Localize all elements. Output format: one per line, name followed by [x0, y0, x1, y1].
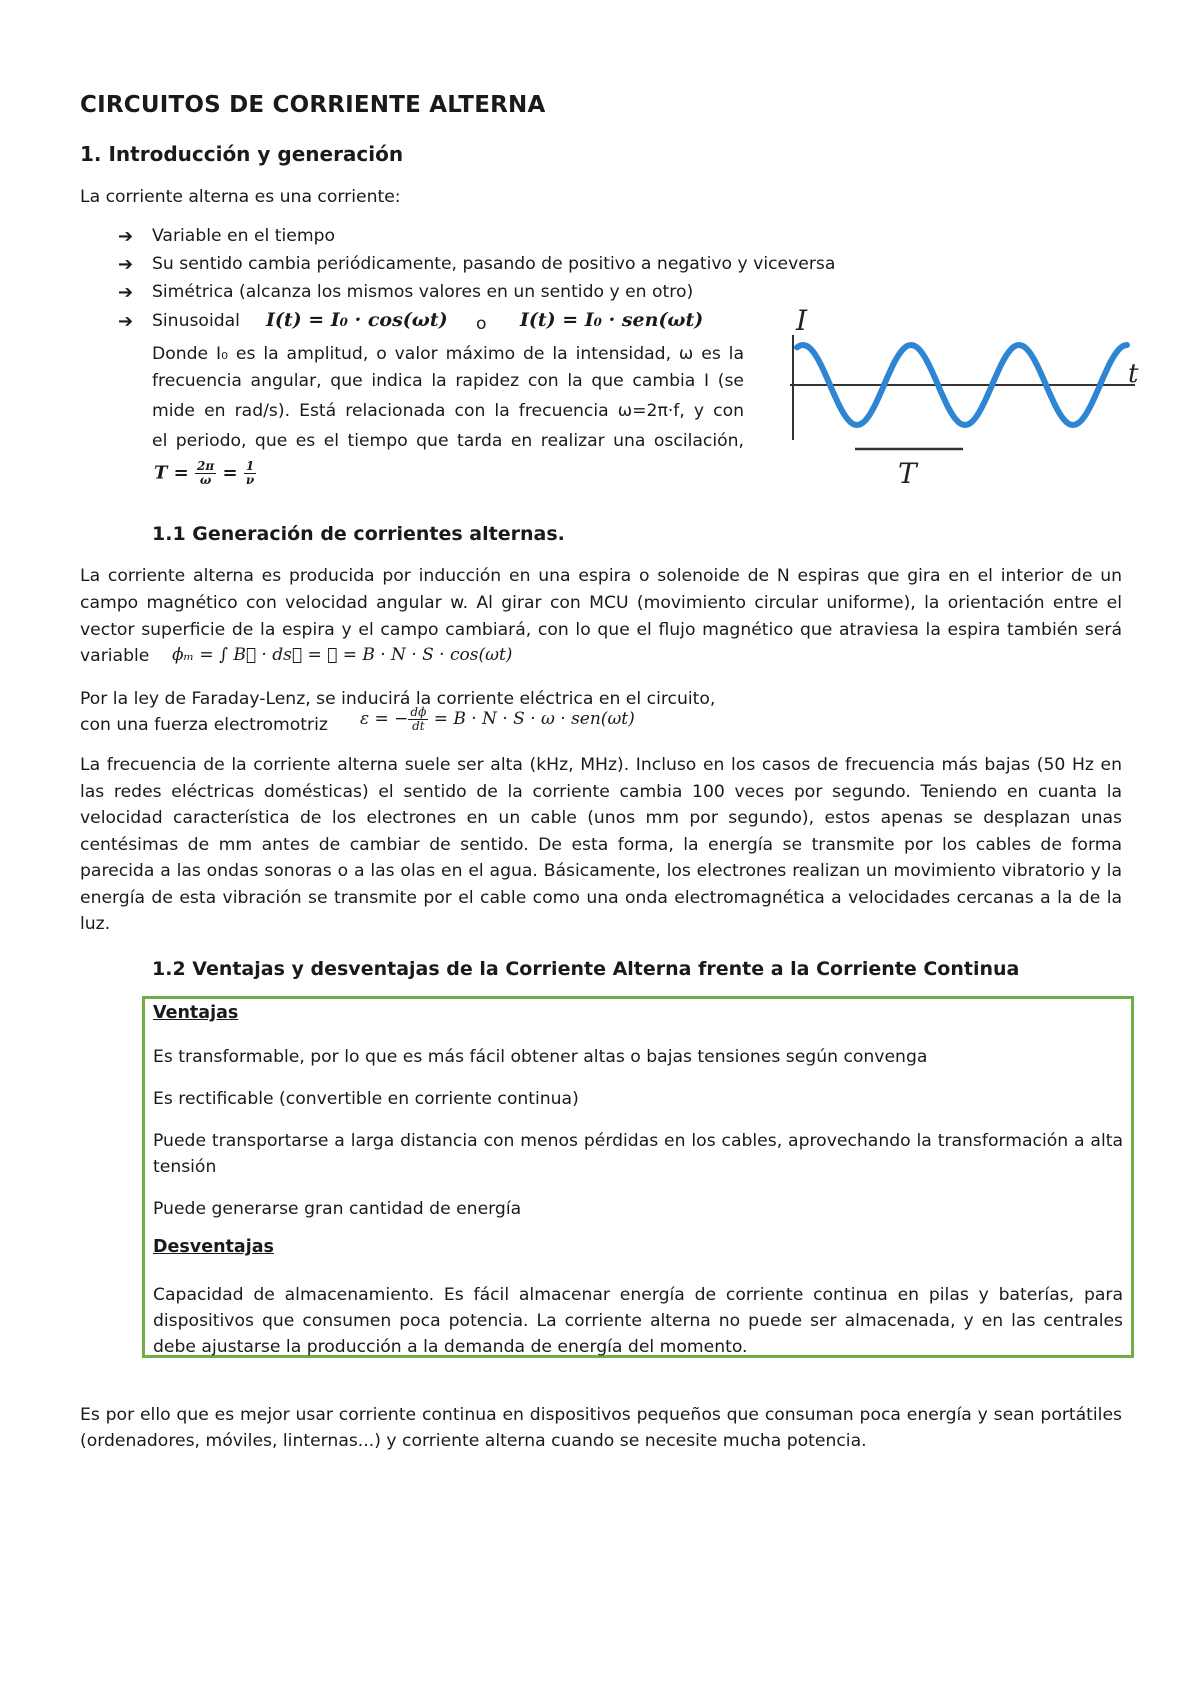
arrow-right-icon: ➔	[118, 282, 134, 303]
section-1-intro: La corriente alterna es una corriente:	[80, 187, 401, 207]
equation-flux: ϕₘ = ∫ B⃗ · ds⃗ = ⋯ = B · N · S · cos(ωt)	[172, 645, 513, 665]
sine-wave-graph	[760, 300, 1150, 490]
paragraph-line: vector superficie de la espira y el campo cambiará, con lo que el flujo magnético que atraviesa la espira también será	[80, 620, 1122, 640]
conclusion-paragraph: Es por ello que es mejor usar corriente continua en dispositivos pequeños que consuman poca energía y sean portátiles (ordenadores, móviles, linternas...) y corriente alterna cuando se necesite mucha potencia.	[80, 1405, 1122, 1451]
frequency-paragraph: La frecuencia de la corriente alterna suele ser alta (kHz, MHz). Incluso en los casos de frecuencia más bajas (50 Hz en las redes eléctricas domésticas) el sentido de la corriente cambia 100 veces por segundo. Teniendo en cuanta la velocidad característica de los electrones en un cable (unos mm por segundo), estos apenas se desplazan unas centésimas de mm antes de cambiar de sentido. De esta forma, la energía se transmite por los cables de forma parecida a las ondas sonoras o a las olas en el agua. Básicamente, los electrones realizan un movimiento vibratorio y la energía de esta vibración se transmite por el cable como una onda electromagnética a velocidades cercanas a la de la luz.	[80, 755, 1122, 934]
arrow-right-icon: ➔	[118, 311, 134, 332]
page-title: CIRCUITOS DE CORRIENTE ALTERNA	[80, 92, 546, 118]
faraday-line: Por la ley de Faraday-Lenz, se inducirá la corriente eléctrica en el circuito,	[80, 689, 716, 709]
paragraph-line: La corriente alterna es producida por inducción en una espira o solenoide de N espiras que gira en el interior de un	[80, 566, 1122, 586]
period-equals: =	[222, 462, 238, 484]
emf-num: dϕ	[410, 705, 427, 719]
emf-lhs: ε = −	[360, 709, 409, 729]
period-fraction-1	[195, 460, 216, 487]
ventaja-item: Es transformable, por lo que es más fácil obtener altas o bajas tensiones según convenga	[153, 1047, 928, 1067]
equation-cosine: I(t) = I₀ · cos(ωt)	[266, 309, 448, 331]
faraday-line: con una fuerza electromotriz	[80, 715, 328, 735]
desventaja-item: Capacidad de almacenamiento. Es fácil almacenar energía de corriente continua en pilas y baterías, para dispositivos que consumen poca potencia. La corriente alterna no puede ser almacenada, y en las centrales debe ajustarse la producción a la demanda de energía del momento.	[153, 1285, 1123, 1357]
ventaja-item: Puede generarse gran cantidad de energía	[153, 1199, 522, 1219]
arrow-right-icon: ➔	[118, 254, 134, 275]
donde-line: frecuencia angular, que indica la rapidez con la que cambia I (se	[152, 371, 744, 391]
donde-line: Donde I₀ es la amplitud, o valor máximo de la intensidad, ω es la	[152, 344, 744, 364]
label-current: I	[796, 304, 808, 337]
section-1-2-heading: 1.2 Ventajas y desventajas de la Corriente Alterna frente a la Corriente Continua	[152, 958, 1020, 980]
equation-period	[154, 460, 256, 487]
advantages-box	[142, 996, 1134, 1358]
section-1-heading: 1. Introducción y generación	[80, 142, 404, 166]
bullet-item: Simétrica (alcanza los mismos valores en un sentido y en otro)	[152, 282, 694, 302]
period-num-1: 2π	[197, 459, 215, 473]
emf-fraction	[408, 706, 428, 733]
period-den-1: ω	[199, 473, 212, 487]
emf-rhs: = B · N · S · ω · sen(ωt)	[433, 709, 635, 729]
equation-emf	[360, 706, 635, 733]
desventajas-title: Desventajas	[153, 1237, 274, 1257]
arrow-right-icon: ➔	[118, 226, 134, 247]
bullet-item: Sinusoidal	[152, 311, 240, 331]
paragraph-line: campo magnético con velocidad angular w. Al girar con MCU (movimiento circular uniforme), la orientación entre el	[80, 593, 1122, 613]
ventaja-item: Es rectificable (convertible en corriente continua)	[153, 1089, 579, 1109]
period-den-2: ν	[245, 473, 255, 487]
label-period: T	[898, 457, 917, 490]
ventajas-title: Ventajas	[153, 1003, 239, 1023]
equation-or: o	[476, 314, 487, 334]
period-fraction-2	[244, 460, 256, 487]
period-lhs: T =	[154, 462, 189, 484]
ventaja-item: Puede transportarse a larga distancia con menos pérdidas en los cables, aprovechando la transformación a alta tensión	[153, 1131, 1123, 1177]
period-num-2: 1	[245, 459, 255, 473]
section-1-1-heading: 1.1 Generación de corrientes alternas.	[152, 523, 565, 545]
donde-line: mide en rad/s). Está relacionada con la frecuencia ω=2π·f, y con	[152, 401, 744, 421]
donde-line: el periodo, que es el tiempo que tarda en realizar una oscilación,	[152, 431, 744, 451]
bullet-item: Su sentido cambia periódicamente, pasando de positivo a negativo y viceversa	[152, 254, 836, 274]
bullet-item: Variable en el tiempo	[152, 226, 336, 246]
label-time: t	[1128, 359, 1139, 389]
equation-sine: I(t) = I₀ · sen(ωt)	[520, 309, 704, 331]
paragraph-line: variable	[80, 646, 150, 666]
emf-den: dt	[412, 719, 425, 733]
